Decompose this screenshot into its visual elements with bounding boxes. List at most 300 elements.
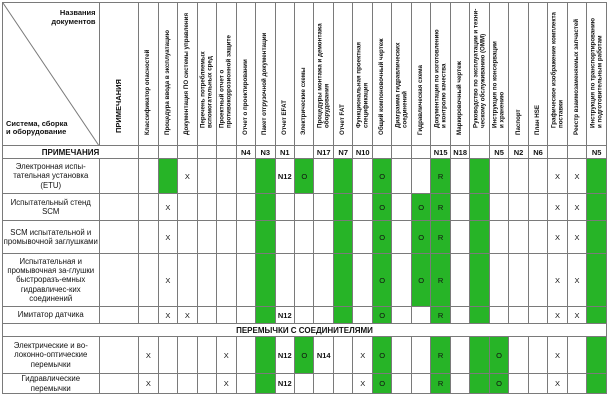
column-label-line: Электрические схемы [299,66,307,135]
matrix-cell [528,337,547,374]
matrix-cell: O [489,337,508,374]
matrix-cell: R [431,159,450,194]
notes-cell [99,254,139,307]
column-label-line: Документация ПО системы управления [183,12,191,135]
green-cell [470,159,489,194]
matrix-cell [450,337,469,374]
matrix-cell: R [431,374,450,394]
matrix-cell [528,194,547,221]
column-label-line: оборудования [322,83,330,128]
matrix-cell [567,374,586,394]
matrix-cell [275,254,294,307]
matrix-cell [392,337,411,374]
matrix-cell: O [489,374,508,394]
matrix-cell [217,254,236,307]
matrix-cell [314,307,333,324]
column-label-line: и контролю качества [439,63,447,128]
column-header-text [379,38,386,135]
matrix-cell [528,254,547,307]
matrix-cell: O [372,374,391,394]
matrix-cell [236,194,255,221]
column-label-line: Пакет отгрузочной документации [261,32,269,135]
matrix-cell: R [431,337,450,374]
column-label-line: Реестр взаимозаменяемых запчастей [572,18,580,135]
green-cell [587,337,607,374]
matrix-cell [353,159,372,194]
column-header [470,3,489,146]
matrix-cell: X [548,194,567,221]
column-label-line: Общий компоновочный чертеж [377,38,385,135]
green-cell [470,374,489,394]
note-cell [158,146,177,159]
matrix-cell: N12 [275,374,294,394]
matrix-cell [314,159,333,194]
note-cell: N10 [353,146,372,159]
matrix-cell [489,221,508,254]
table-row [3,337,607,374]
column-header-text [184,12,191,134]
note-cell [548,146,567,159]
note-cell: N3 [256,146,275,159]
matrix-cell [275,221,294,254]
matrix-cell [528,221,547,254]
note-cell: N5 [587,146,607,159]
matrix-cell [314,254,333,307]
matrix-cell [217,159,236,194]
matrix-cell [392,254,411,307]
matrix-cell [158,337,177,374]
note-cell [197,146,216,159]
matrix-cell [275,194,294,221]
green-cell [256,159,275,194]
column-header [139,3,158,146]
green-cell [158,159,177,194]
column-label-line: Отчет о проектировании [241,58,249,135]
matrix-cell: X [158,194,177,221]
matrix-cell [236,221,255,254]
column-label-line: Маркировочный чертеж [455,60,463,135]
column-label-line: План HSE [533,104,541,135]
matrix-cell: R [431,254,450,307]
matrix-cell: N12 [275,307,294,324]
matrix-cell [411,159,430,194]
matrix-cell [509,374,528,394]
matrix-cell [489,194,508,221]
green-cell [256,337,275,374]
row-label: Имитатор датчика [3,307,100,324]
column-label-line: Проектный отчет о [218,69,226,128]
column-label-line: Паспорт [514,108,522,135]
green-cell [587,374,607,394]
matrix-cell [450,254,469,307]
column-label-line: Руководство по эксплуатации и техни- [472,8,480,128]
note-cell: N2 [509,146,528,159]
row-label: Электронная испы-тательная установка (ETU) [3,159,100,194]
column-header-text [574,18,581,134]
matrix-cell [509,194,528,221]
notes-cell [99,307,139,324]
column-header [217,3,236,146]
matrix-cell [236,374,255,394]
column-header [353,3,372,146]
column-header-text [262,32,269,134]
matrix-cell: N14 [314,337,333,374]
table-row [3,374,607,394]
column-label-line: Документация по изготовлению [433,29,441,128]
corner-top-right: Названия документов [51,8,96,26]
matrix-cell: O [372,337,391,374]
matrix-cell: O [295,159,314,194]
matrix-cell [197,374,216,394]
note-cell: N4 [236,146,255,159]
matrix-cell [178,374,197,394]
green-cell [256,194,275,221]
matrix-cell [392,194,411,221]
matrix-cell [197,254,216,307]
matrix-cell [158,374,177,394]
matrix-cell [528,374,547,394]
column-header [314,3,333,146]
matrix-cell [197,337,216,374]
matrix-grid [2,2,607,394]
column-header [450,3,469,146]
matrix-cell [353,254,372,307]
matrix-cell [528,307,547,324]
column-header [509,3,528,146]
matrix-cell: X [217,337,236,374]
column-header-text [493,41,506,128]
note-cell: N5 [489,146,508,159]
column-header-text [145,49,152,134]
column-header-text [243,59,250,135]
matrix-cell [528,159,547,194]
matrix-cell: R [431,194,450,221]
matrix-cell [392,374,411,394]
note-cell [411,146,430,159]
column-header-text [340,104,347,135]
green-cell [587,159,607,194]
column-label-line: Перечень потребляемых [199,51,207,128]
matrix-cell [411,374,430,394]
column-label-line: вспомогательных сред [205,56,213,128]
matrix-cell: O [411,221,430,254]
row-label: Испытательный стенд SCM [3,194,100,221]
column-label-line: Классификатор опасностей [144,49,152,135]
matrix-cell: O [372,307,391,324]
column-header [178,3,197,146]
column-header-text [317,23,330,128]
column-header-text [115,79,123,133]
matrix-cell [217,221,236,254]
matrix-cell [217,194,236,221]
matrix-cell: X [139,337,158,374]
header-row [3,3,607,146]
column-header-text [515,109,522,135]
notes-cell [99,194,139,221]
column-header [236,3,255,146]
green-cell [587,194,607,221]
matrix-cell [295,374,314,394]
note-cell: N15 [431,146,450,159]
column-label-line: Инструкция по транспортированию [589,17,597,128]
matrix-cell: X [567,307,586,324]
matrix-cell [411,337,430,374]
matrix-cell: X [567,194,586,221]
matrix-cell: X [567,159,586,194]
green-cell [587,254,607,307]
row-label: SCM испытательной и промывочной заглушками [3,221,100,254]
green-cell [256,254,275,307]
matrix-cell: R [431,307,450,324]
column-header-text [200,51,213,128]
column-header [295,3,314,146]
column-label-line: и подготовительным работам [595,35,603,128]
matrix-cell [353,194,372,221]
matrix-cell [333,337,352,374]
green-cell [470,221,489,254]
matrix-cell [509,159,528,194]
column-header-text [220,35,233,128]
matrix-cell [509,221,528,254]
matrix-cell [450,374,469,394]
matrix-cell: X [139,374,158,394]
matrix-cell: X [548,221,567,254]
green-cell [333,254,352,307]
notes-cell [99,221,139,254]
table-row [3,159,607,194]
matrix-cell [217,307,236,324]
matrix-cell [314,374,333,394]
matrix-cell [236,159,255,194]
matrix-cell [295,254,314,307]
matrix-cell [450,194,469,221]
table-row [3,194,607,221]
column-header [548,3,567,146]
green-cell [333,221,352,254]
table-row [3,307,607,324]
column-header-text [282,100,289,135]
column-header [528,3,547,146]
matrix-cell: O [411,254,430,307]
matrix-cell: X [178,159,197,194]
note-cell [392,146,411,159]
note-cell: N6 [528,146,547,159]
column-header [567,3,586,146]
green-cell [333,307,352,324]
matrix-cell: O [295,337,314,374]
matrix-cell [314,194,333,221]
matrix-cell [139,159,158,194]
column-header [99,3,139,146]
column-label-line: спецификация [361,82,369,128]
column-label-line: соединений [400,91,408,128]
note-cell: N18 [450,146,469,159]
matrix-cell [392,221,411,254]
section-title: ПЕРЕМЫЧКИ С СОЕДИНИТЕЛЯМИ [3,324,607,337]
table-row [3,221,607,254]
matrix-cell: X [217,374,236,394]
column-label-line: противокоррозионной защите [225,35,233,128]
notes-cell [99,374,139,394]
matrix-cell [489,159,508,194]
note-cell [217,146,236,159]
column-header [333,3,352,146]
column-label-line: поставки [556,99,564,128]
matrix-cell [139,194,158,221]
note-cell: N7 [333,146,352,159]
matrix-cell [139,307,158,324]
section-row [3,324,607,337]
matrix-cell [450,307,469,324]
matrix-cell [139,254,158,307]
matrix-cell: X [353,374,372,394]
green-cell [333,194,352,221]
matrix-cell: O [372,159,391,194]
matrix-cell: X [158,307,177,324]
column-header [587,3,607,146]
column-header [372,3,391,146]
notes-cell [99,337,139,374]
matrix-cell [509,307,528,324]
matrix-cell [567,337,586,374]
matrix-cell [197,307,216,324]
matrix-cell [509,337,528,374]
matrix-cell: X [548,337,567,374]
matrix-cell [353,307,372,324]
column-label-line: ПРИМЕЧАНИЯ [113,79,123,134]
note-cell: N1 [275,146,294,159]
column-header [411,3,430,146]
green-cell [256,221,275,254]
matrix-cell [139,221,158,254]
matrix-cell [178,221,197,254]
column-label-line: Отчет EFAT [280,99,288,135]
section-title: ПРИМЕЧАНИЯ [3,146,139,159]
column-header-text [395,43,408,128]
column-label-line: Диаграмма гидравлических [394,42,402,128]
matrix-cell [489,254,508,307]
column-header-text [301,67,308,135]
matrix-cell: O [372,194,391,221]
column-header [158,3,177,146]
matrix-cell [295,221,314,254]
matrix-cell [197,221,216,254]
green-cell [256,307,275,324]
row-label: Гидравлические перемычки [3,374,100,394]
column-header-text [418,65,425,135]
green-cell [470,194,489,221]
matrix-cell: X [548,159,567,194]
column-label-line: Процедура ввода в эксплуатацию [163,29,171,135]
matrix-cell: X [567,254,586,307]
matrix-cell [450,221,469,254]
row-label: Испытательная и промывочная за-глушки быстроразъ-емных гидравличес-ких соединений [3,254,100,307]
matrix-cell: O [411,194,430,221]
matrix-cell [236,254,255,307]
column-header [489,3,508,146]
table-row [3,254,607,307]
green-cell [333,159,352,194]
matrix-cell [411,307,430,324]
matrix-cell [178,337,197,374]
green-cell [470,254,489,307]
green-cell [470,337,489,374]
note-cell [372,146,391,159]
matrix-cell: X [353,337,372,374]
note-cell: N17 [314,146,333,159]
row-label: Электрические и во-локонно-оптические перемычки [3,337,100,374]
note-cell [567,146,586,159]
column-header [256,3,275,146]
matrix-cell [197,194,216,221]
column-header-text [590,18,603,128]
green-cell [587,221,607,254]
green-cell [470,307,489,324]
matrix-cell: N12 [275,159,294,194]
column-header-text [165,29,172,134]
matrix-cell: X [548,254,567,307]
matrix-cell [392,159,411,194]
matrix-cell [236,307,255,324]
note-cell [178,146,197,159]
matrix-cell [353,221,372,254]
column-header [197,3,216,146]
matrix-cell: X [567,221,586,254]
matrix-cell [333,374,352,394]
column-label-line: ческому обслуживанию (ОММ) [478,33,486,128]
matrix-cell: X [158,254,177,307]
column-label-line: Гидравлическая схема [416,64,424,135]
matrix-cell: X [548,374,567,394]
column-header-text [535,105,542,135]
matrix-cell: N12 [275,337,294,374]
corner-header [3,3,100,146]
matrix-cell [236,337,255,374]
column-label-line: Процедуры монтажа и демонтажа [316,23,324,128]
notes-cell [99,159,139,194]
column-header-text [551,12,564,128]
matrix-cell [392,307,411,324]
section-row [3,146,607,159]
column-header [275,3,294,146]
matrix-cell [314,221,333,254]
matrix-cell: O [372,254,391,307]
column-label-line: Инструкция по консервации [491,41,499,128]
corner-bottom-left: Система, сборка и оборудование [6,118,68,137]
matrix-cell: R [431,221,450,254]
matrix-cell [178,194,197,221]
green-cell [587,307,607,324]
matrix-cell: O [372,221,391,254]
matrix-cell: X [548,307,567,324]
column-header-text [434,29,447,128]
column-label-line: Графическое изображение комплекта [550,12,558,128]
column-label-line: Функциональная проектная [355,41,363,128]
column-header-text [356,42,369,128]
matrix-cell: X [158,221,177,254]
matrix-cell [178,254,197,307]
matrix-cell [450,159,469,194]
matrix-cell [295,307,314,324]
matrix-cell: X [178,307,197,324]
matrix-cell [295,194,314,221]
matrix-cell [489,307,508,324]
matrix-cell [509,254,528,307]
note-cell [295,146,314,159]
column-label-line: и хранению [498,91,506,128]
green-cell [256,374,275,394]
column-header-text [457,61,464,135]
